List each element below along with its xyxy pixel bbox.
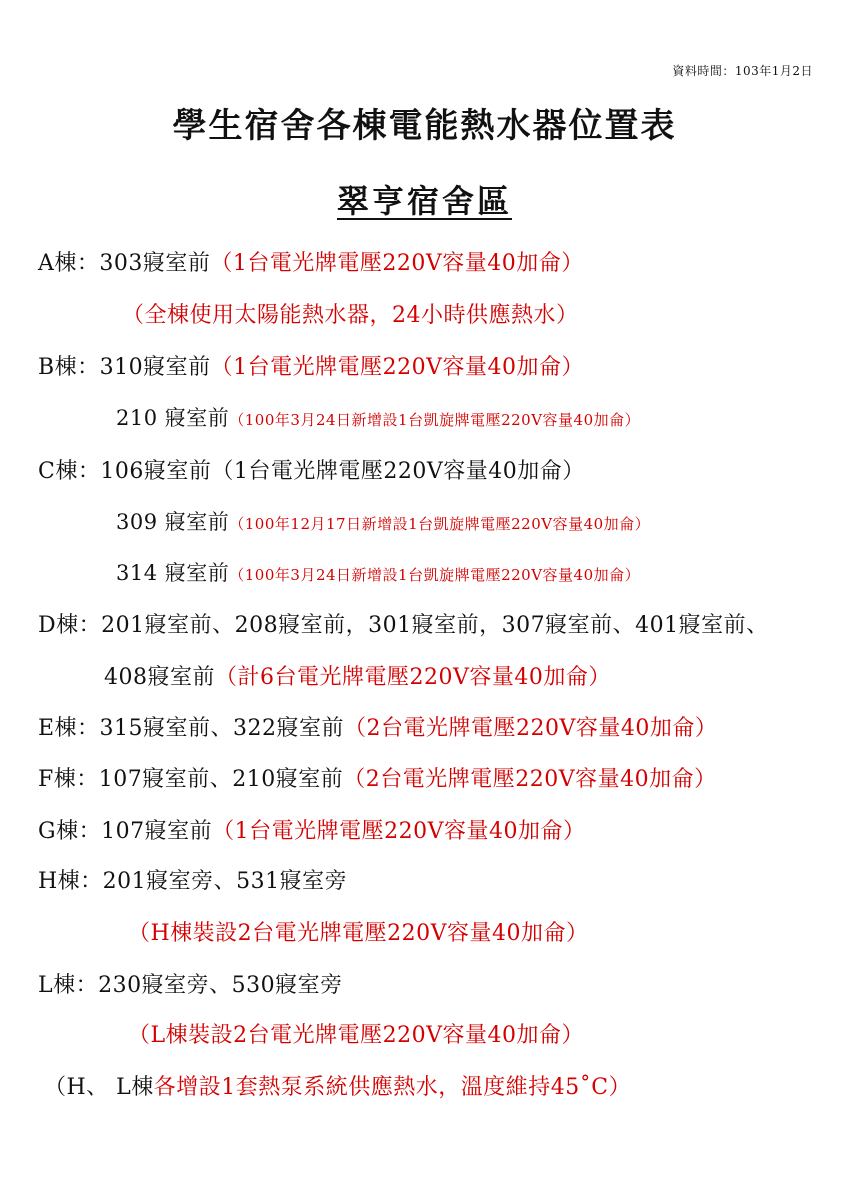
building-d-line xyxy=(38,608,769,639)
building-g-heater-spec: （1台電光牌電壓220V容量40加侖） xyxy=(212,819,586,844)
building-l-note xyxy=(128,1018,584,1049)
building-b-line xyxy=(38,350,584,381)
building-c-line xyxy=(38,454,585,485)
building-f-location: F棟：107寢室前、210寢室前 xyxy=(38,767,344,792)
building-c-extra-location-2: 314 寢室前 xyxy=(116,561,230,585)
building-a-location: A棟：303寢室前 xyxy=(38,251,211,276)
page-title: 學生宿舍各棟電能熱水器位置表 xyxy=(172,106,677,146)
building-a-solar-note: （全棟使用太陽能熱水器，24小時供應熱水） xyxy=(122,303,579,328)
building-l-line xyxy=(38,968,343,999)
building-d-line-2 xyxy=(104,660,611,691)
building-e-heater-spec: （2台電光牌電壓220V容量40加侖） xyxy=(344,716,718,741)
building-c-extra-line-1 xyxy=(116,506,650,536)
building-b-location: B棟：310寢室前 xyxy=(38,355,211,380)
building-l-heater-spec: （L棟裝設2台電光牌電壓220V容量40加侖） xyxy=(128,1023,584,1048)
data-date: 資料時間：103年1月2日 xyxy=(672,64,813,78)
building-h-line xyxy=(38,864,347,895)
building-d-location-last: 408寢室前 xyxy=(104,665,215,690)
building-c-extra-note-1: （100年12月17日新增設1台凱旋牌電壓220V容量40加侖） xyxy=(229,515,651,533)
building-c-extra-note-2: （100年3月24日新增設1台凱旋牌電壓220V容量40加侖） xyxy=(229,566,641,584)
building-l-location: L棟：230寢室旁、530寢室旁 xyxy=(38,973,343,998)
building-c-location: C棟：106寢室前（1台電光牌電壓220V容量40加侖） xyxy=(38,459,585,484)
building-f-line xyxy=(38,762,717,793)
building-e-line xyxy=(38,711,717,742)
building-a-line xyxy=(38,246,584,277)
building-b-extra-note: （100年3月24日新增設1台凱旋牌電壓220V容量40加侖） xyxy=(229,411,641,429)
building-d-locations: D棟：201寢室前、208寢室前，301寢室前，307寢室前、401寢室前、 xyxy=(38,613,769,638)
building-b-extra-location: 210 寢室前 xyxy=(116,406,230,430)
building-g-location: G棟：107寢室前 xyxy=(38,819,213,844)
building-a-heater-spec: （1台電光牌電壓220V容量40加侖） xyxy=(210,251,584,276)
building-b-heater-spec: （1台電光牌電壓220V容量40加侖） xyxy=(210,355,585,380)
building-e-location: E棟：315寢室前、322寢室前 xyxy=(38,716,345,741)
building-a-note xyxy=(122,298,579,329)
building-c-extra-location-1: 309 寢室前 xyxy=(116,510,230,534)
heat-pump-note: 各增設1套熱泵系統供應熱水，溫度維持45˚C） xyxy=(153,1075,632,1100)
heat-pump-buildings: （H、 L棟 xyxy=(44,1075,154,1100)
section-title xyxy=(0,176,849,222)
heat-pump-line xyxy=(44,1070,631,1101)
building-h-note xyxy=(128,916,589,947)
building-h-heater-spec: （H棟裝設2台電光牌電壓220V容量40加侖） xyxy=(128,921,589,946)
section-title-text: 翠亨宿舍區 xyxy=(336,182,512,220)
building-d-heater-spec: （計6台電光牌電壓220V容量40加侖） xyxy=(215,665,611,690)
building-c-extra-line-2 xyxy=(116,557,640,587)
building-h-location: H棟：201寢室旁、531寢室旁 xyxy=(38,869,348,894)
building-b-extra-line xyxy=(116,402,640,432)
building-g-line xyxy=(38,814,585,845)
building-f-heater-spec: （2台電光牌電壓220V容量40加侖） xyxy=(343,767,717,792)
